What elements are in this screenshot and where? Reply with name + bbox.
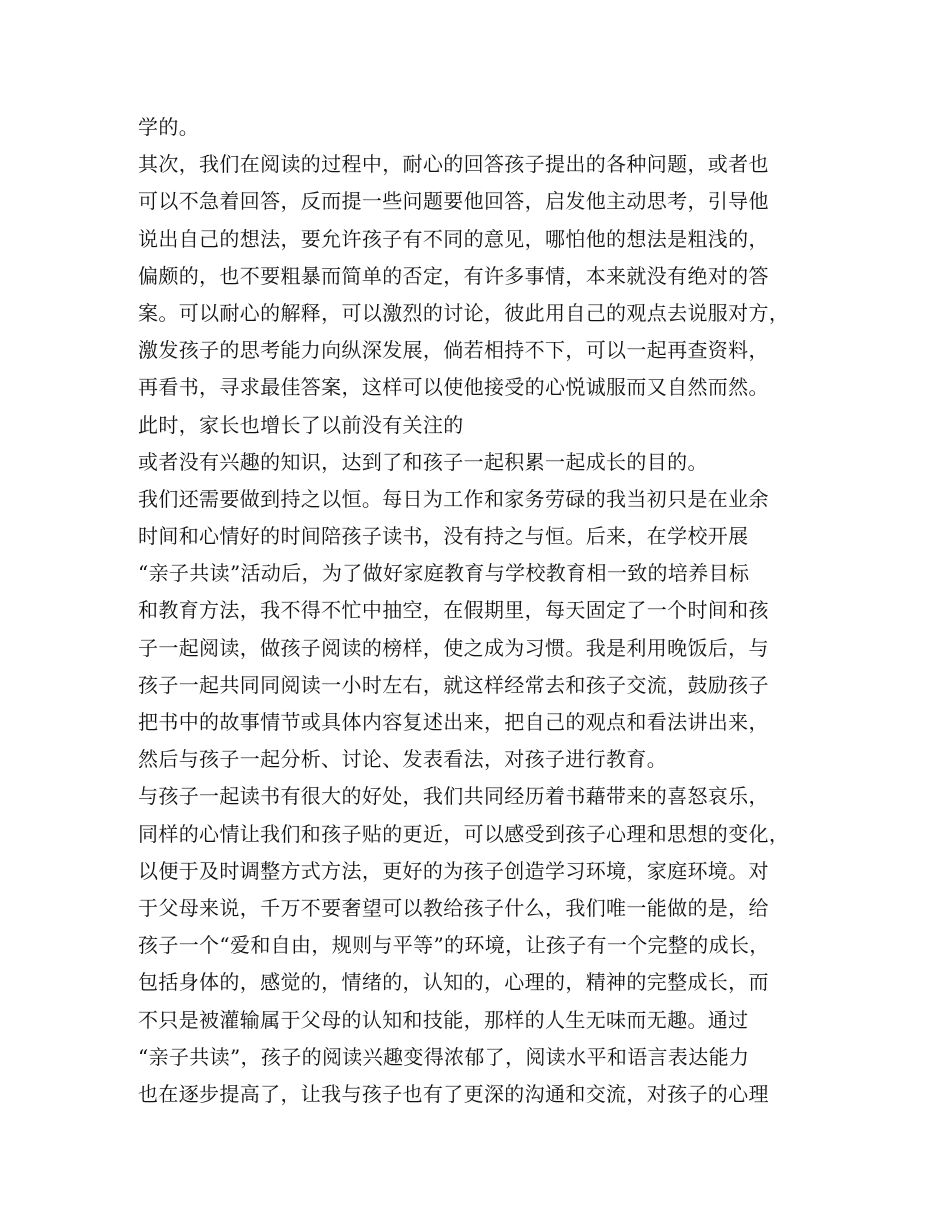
text-line: “亲子共读”活动后，为了做好家庭教育与学校教育相一致的培养目标 xyxy=(138,561,750,586)
text-line: 孩子一起共同同阅读一小时左右，就这样经常去和孩子交流，鼓励孩子 xyxy=(138,672,769,697)
text-line: 说出自己的想法，要允许孩子有不同的意见，哪怕他的想法是粗浅的， xyxy=(138,226,769,251)
text-line: 案。可以耐心的解释，可以激烈的讨论，彼此用自己的观点去说服对方， xyxy=(138,300,790,325)
text-line: 然后与孩子一起分析、讨论、发表看法，对孩子进行教育。 xyxy=(138,747,668,772)
text-line: 把书中的故事情节或具体内容复述出来，把自己的观点和看法讲出来， xyxy=(138,710,769,734)
text-line: 时间和心情好的时间陪孩子读书，没有持之与恒。后来，在学校开展 xyxy=(138,524,749,549)
text-line: 激发孩子的思考能力向纵深发展，倘若相持不下，可以一起再查资料， xyxy=(138,338,769,363)
text-line: 我们还需要做到持之以恒。每日为工作和家务劳碌的我当初只是在业余 xyxy=(138,486,769,511)
text-line: 子一起阅读，做孩子阅读的榜样，使之成为习惯。我是利用晚饭后，与 xyxy=(138,635,769,660)
text-line: 于父母来说，千万不要奢望可以教给孩子什么，我们唯一能做的是，给 xyxy=(138,895,769,920)
document-body xyxy=(138,109,838,1113)
text-line: 其次，我们在阅读的过程中，耐心的回答孩子提出的各种问题，或者也 xyxy=(138,152,769,177)
text-line: 可以不急着回答，反而提一些问题要他回答，启发他主动思考，引导他 xyxy=(138,189,769,214)
text-line: 也在逐步提高了，让我与孩子也有了更深的沟通和交流，对孩子的心理 xyxy=(138,1081,769,1106)
text-line: 与孩子一起读书有很大的好处，我们共同经历着书藉带来的喜怒哀乐， xyxy=(138,784,769,809)
text-line: 偏颇的，也不要粗暴而简单的否定，有许多事情，本来就没有绝对的答 xyxy=(138,263,769,288)
text-line: 学的。 xyxy=(138,115,200,139)
text-line: 不只是被灌输属于父母的认知和技能，那样的人生无味而无趣。通过 xyxy=(138,1007,749,1032)
text-line: “亲子共读”，孩子的阅读兴趣变得浓郁了，阅读水平和语言表达能力 xyxy=(138,1044,750,1069)
text-line: 和教育方法，我不得不忙中抽空，在假期里，每天固定了一个时间和孩 xyxy=(138,598,769,623)
text-line: 或者没有兴趣的知识，达到了和孩子一起积累一起成长的目的。 xyxy=(138,449,708,474)
text-line: 包括身体的，感觉的，情绪的，认知的，心理的，精神的完整成长，而 xyxy=(138,970,769,995)
text-line: 孩子一个“爱和自由，规则与平等”的环境，让孩子有一个完整的成长， xyxy=(138,933,770,958)
text-line: 以便于及时调整方式方法，更好的为孩子创造学习环境，家庭环境。对 xyxy=(138,858,769,883)
text-line: 此时，家长也增长了以前没有关注的 xyxy=(138,412,464,437)
text-line: 同样的心情让我们和孩子贴的更近，可以感受到孩子心理和思想的变化， xyxy=(138,821,790,846)
text-line: 再看书，寻求最佳答案，这样可以使他接受的心悦诚服而又自然而然。 xyxy=(138,375,769,400)
